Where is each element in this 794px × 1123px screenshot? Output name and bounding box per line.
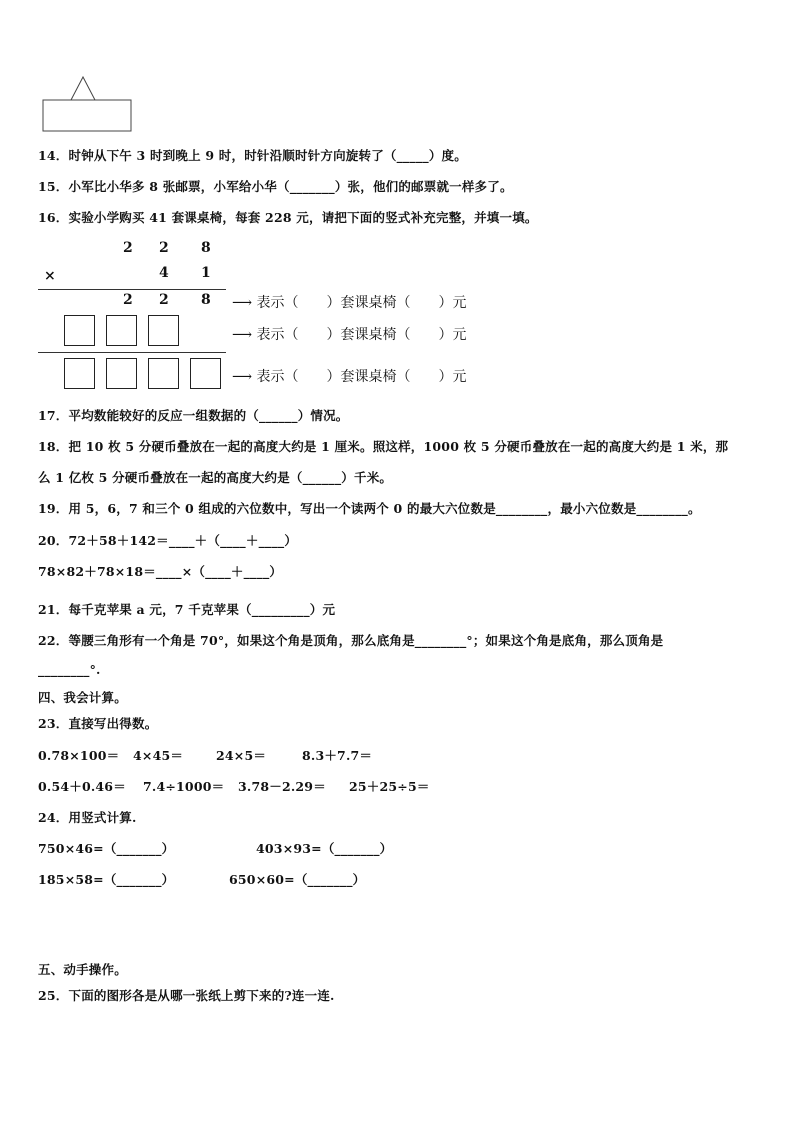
question-text: 用 5，6，7 和三个 0 组成的六位数中，写出一个读两个 0 的最大六位数是________，最小六位数是________。 bbox=[68, 501, 701, 516]
digit: 8 bbox=[201, 292, 211, 308]
math-item: 7.4÷1000＝ bbox=[143, 779, 225, 794]
question-number: 18． bbox=[38, 439, 69, 454]
question-text: 每千克苹果 a 元，7 千克苹果（_________）元 bbox=[68, 602, 336, 617]
question-number: 15． bbox=[38, 179, 69, 194]
question-19 bbox=[38, 499, 701, 517]
question-text: 把 10 枚 5 分硬币叠放在一起的高度大约是 1 厘米。照这样，1000 枚 5 分硬币叠放在一起的高度大约是 1 米，那 bbox=[68, 439, 729, 454]
question-text: 小军比小华多 8 张邮票，小军给小华（_______）张，他们的邮票就一样多了。 bbox=[68, 179, 513, 194]
question-number: 20． bbox=[38, 533, 69, 548]
question-18-line-2: 么 1 亿枚 5 分硬币叠放在一起的高度大约是（______）千米。 bbox=[38, 470, 393, 485]
label-text: 表示（ ）套课桌椅（ ）元 bbox=[256, 327, 467, 343]
question-22-line-1 bbox=[38, 631, 663, 649]
section-heading-5: 五、动手操作。 bbox=[38, 962, 127, 977]
math-item: 25＋25÷5＝ bbox=[349, 779, 430, 794]
digit: 2 bbox=[123, 292, 133, 308]
arrow-right-icon: ⟶ bbox=[232, 295, 253, 311]
calc-item: 650×60=（_______） bbox=[229, 872, 366, 887]
math-item: 24×5＝ bbox=[216, 748, 267, 763]
digit: 2 bbox=[159, 240, 169, 256]
question-text: 直接写出得数。 bbox=[68, 716, 158, 731]
question-number: 14． bbox=[38, 148, 69, 163]
calc-item: 403×93=（_______） bbox=[256, 841, 393, 856]
digit: 8 bbox=[201, 240, 211, 256]
meaning-label-2 bbox=[232, 324, 467, 344]
question-text: 下面的图形各是从哪一张纸上剪下来的?连一连. bbox=[68, 988, 335, 1003]
math-item: 3.78－2.29＝ bbox=[238, 779, 326, 794]
question-15 bbox=[38, 177, 513, 195]
question-18-line-1 bbox=[38, 437, 728, 455]
question-text: 时钟从下午 3 时到晚上 9 时，时针沿顺时针方向旋转了（_____）度。 bbox=[68, 148, 467, 163]
answer-box[interactable] bbox=[190, 358, 221, 389]
divider-line bbox=[38, 352, 226, 353]
label-text: 表示（ ）套课桌椅（ ）元 bbox=[256, 369, 467, 385]
answer-box[interactable] bbox=[148, 358, 179, 389]
question-14 bbox=[38, 146, 467, 164]
question-number: 19． bbox=[38, 501, 69, 516]
question-number: 17． bbox=[38, 408, 69, 423]
answer-box[interactable] bbox=[106, 358, 137, 389]
question-number: 25． bbox=[38, 988, 69, 1003]
digit: 2 bbox=[123, 240, 133, 256]
question-22-line-2: ________°. bbox=[38, 662, 101, 677]
question-23 bbox=[38, 714, 157, 732]
meaning-label-1 bbox=[232, 292, 467, 312]
math-item: 4×45＝ bbox=[133, 748, 184, 763]
house-shape-figure bbox=[40, 74, 135, 136]
calc-item: 185×58=（_______） bbox=[38, 872, 175, 887]
divider-line bbox=[38, 289, 226, 290]
question-text: 等腰三角形有一个角是 70°，如果这个角是顶角，那么底角是________°；如果这个角是底角，那么顶角是 bbox=[68, 633, 664, 648]
digit: 2 bbox=[159, 292, 169, 308]
question-20-line-2: 78×82＋78×18＝____×（____＋____） bbox=[38, 564, 283, 579]
question-text: 用竖式计算. bbox=[68, 810, 137, 825]
question-text: 实验小学购买 41 套课桌椅，每套 228 元，请把下面的竖式补充完整，并填一填。 bbox=[68, 210, 538, 225]
answer-box[interactable] bbox=[148, 315, 179, 346]
math-item: 0.78×100＝ bbox=[38, 748, 120, 763]
question-number: 24． bbox=[38, 810, 69, 825]
calc-item: 750×46=（_______） bbox=[38, 841, 175, 856]
meaning-label-3 bbox=[232, 366, 467, 386]
digit: 4 bbox=[159, 265, 169, 281]
question-20-line-1 bbox=[38, 531, 297, 549]
question-number: 21． bbox=[38, 602, 69, 617]
label-text: 表示（ ）套课桌椅（ ）元 bbox=[256, 295, 467, 311]
question-25 bbox=[38, 986, 335, 1004]
question-number: 22． bbox=[38, 633, 69, 648]
question-24 bbox=[38, 808, 137, 826]
question-16 bbox=[38, 208, 538, 226]
math-item: 8.3＋7.7＝ bbox=[302, 748, 373, 763]
digit: 1 bbox=[201, 265, 211, 281]
math-item: 0.54＋0.46＝ bbox=[38, 779, 126, 794]
question-21 bbox=[38, 600, 335, 618]
question-17 bbox=[38, 406, 349, 424]
arrow-right-icon: ⟶ bbox=[232, 369, 253, 385]
question-number: 16． bbox=[38, 210, 69, 225]
question-text: 72＋58＋142＝____＋（____＋____） bbox=[68, 533, 298, 548]
question-number: 23． bbox=[38, 716, 69, 731]
answer-box[interactable] bbox=[64, 315, 95, 346]
section-heading-4: 四、我会计算。 bbox=[38, 690, 127, 705]
question-text: 平均数能较好的反应一组数据的（______）情况。 bbox=[68, 408, 349, 423]
multiply-sign: × bbox=[44, 268, 56, 284]
answer-box[interactable] bbox=[106, 315, 137, 346]
arrow-right-icon: ⟶ bbox=[232, 327, 253, 343]
answer-box[interactable] bbox=[64, 358, 95, 389]
